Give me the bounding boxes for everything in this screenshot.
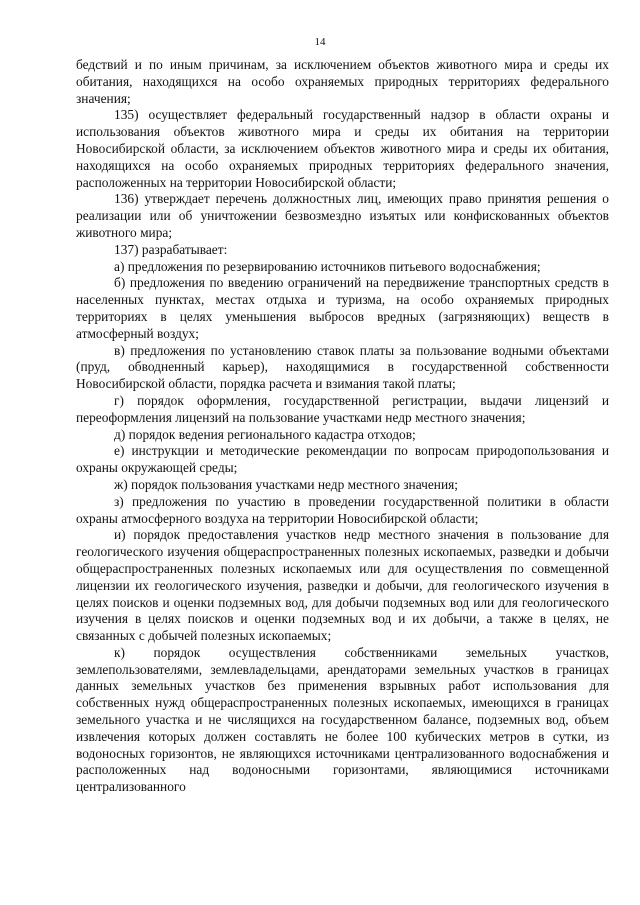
paragraph-item-135: 135) осуществляет федеральный государственный надзор в области охраны и использования объектов животного мира и среды их обитания на территории Новосибирской области, за исключением объектов животного мира и среды их обитания, находящихся на особо охраняемых природных территориях федерального значения, расположенных на территории Новосибирской области; [76,107,609,190]
paragraph-subitem-g: г) порядок оформления, государственной регистрации, выдачи лицензий и переоформления лицензий на пользование участками недр местного значения; [76,392,609,425]
paragraph-subitem-z: з) предложения по участию в проведении государственной политики в области охраны атмосферного воздуха на территории Новосибирской области; [76,493,609,526]
document-body [76,57,609,796]
paragraph-subitem-i: и) порядок предоставления участков недр местного значения в пользование для геологического изучения общераспространенных полезных ископаемых, разведки и добычи общераспространенных полезных ископаемых или для осуществления по совмещенной лицензии их геологического изучения, разведки и добычи, для геологического изучения в целях поисков и оценки подземных вод, для добычи подземных вод или для геологического изучения в целях поисков и оценки подземных вод и их добычи, а также в целях, не связанных с добычей полезных ископаемых; [76,527,609,644]
paragraph-subitem-a: а) предложения по резервированию источников питьевого водоснабжения; [114,258,541,274]
paragraph-item-137: 137) разрабатывает: [114,241,228,257]
paragraph-subitem-zh: ж) порядок пользования участками недр местного значения; [114,476,458,492]
paragraph-subitem-k: к) порядок осуществления собственниками земельных участков, землепользователями, землевладельцами, арендаторами земельных участков в границах данных земельных участков без применения взрывных работ использования для собственных нужд общераспространенных полезных ископаемых, имеющихся в границах земельного участка и не числящихся на государственном балансе, подземных вод, объем извлечения которых должен составлять не более 100 кубических метров в сутки, из водоносных горизонтов, не являющихся источниками централизованного водоснабжения и расположенных над водоносными горизонтами, являющимися источниками централизованного [76,644,609,795]
paragraph-subitem-e: е) инструкции и методические рекомендации по вопросам природопользования и охраны окружающей среды; [76,443,609,476]
paragraph-subitem-b: б) предложения по введению ограничений на передвижение транспортных средств в населенных пунктах, местах отдыха и туризма, на особо охраняемых природных территориях в целях уменьшения выбросов вредных (загрязняющих) веществ в атмосферный воздух; [76,275,609,341]
page-number: 14 [314,36,326,48]
paragraph-continuation: бедствий и по иным причинам, за исключением объектов животного мира и среды их обитания, находящихся на особо охраняемых природных территориях федерального значения; [76,57,609,106]
paragraph-subitem-v: в) предложения по установлению ставок платы за пользование водными объектами (пруд, обводненный карьер), находящимися в государственной собственности Новосибирской области, порядка расчета и взимания такой платы; [76,342,609,392]
paragraph-subitem-d: д) порядок ведения регионального кадастра отходов; [114,426,416,442]
paragraph-item-136: 136) утверждает перечень должностных лиц, имеющих право принятия решения о реализации или об уничтожении безвозмездно изъятых или конфискованных объектов животного мира; [76,191,609,240]
